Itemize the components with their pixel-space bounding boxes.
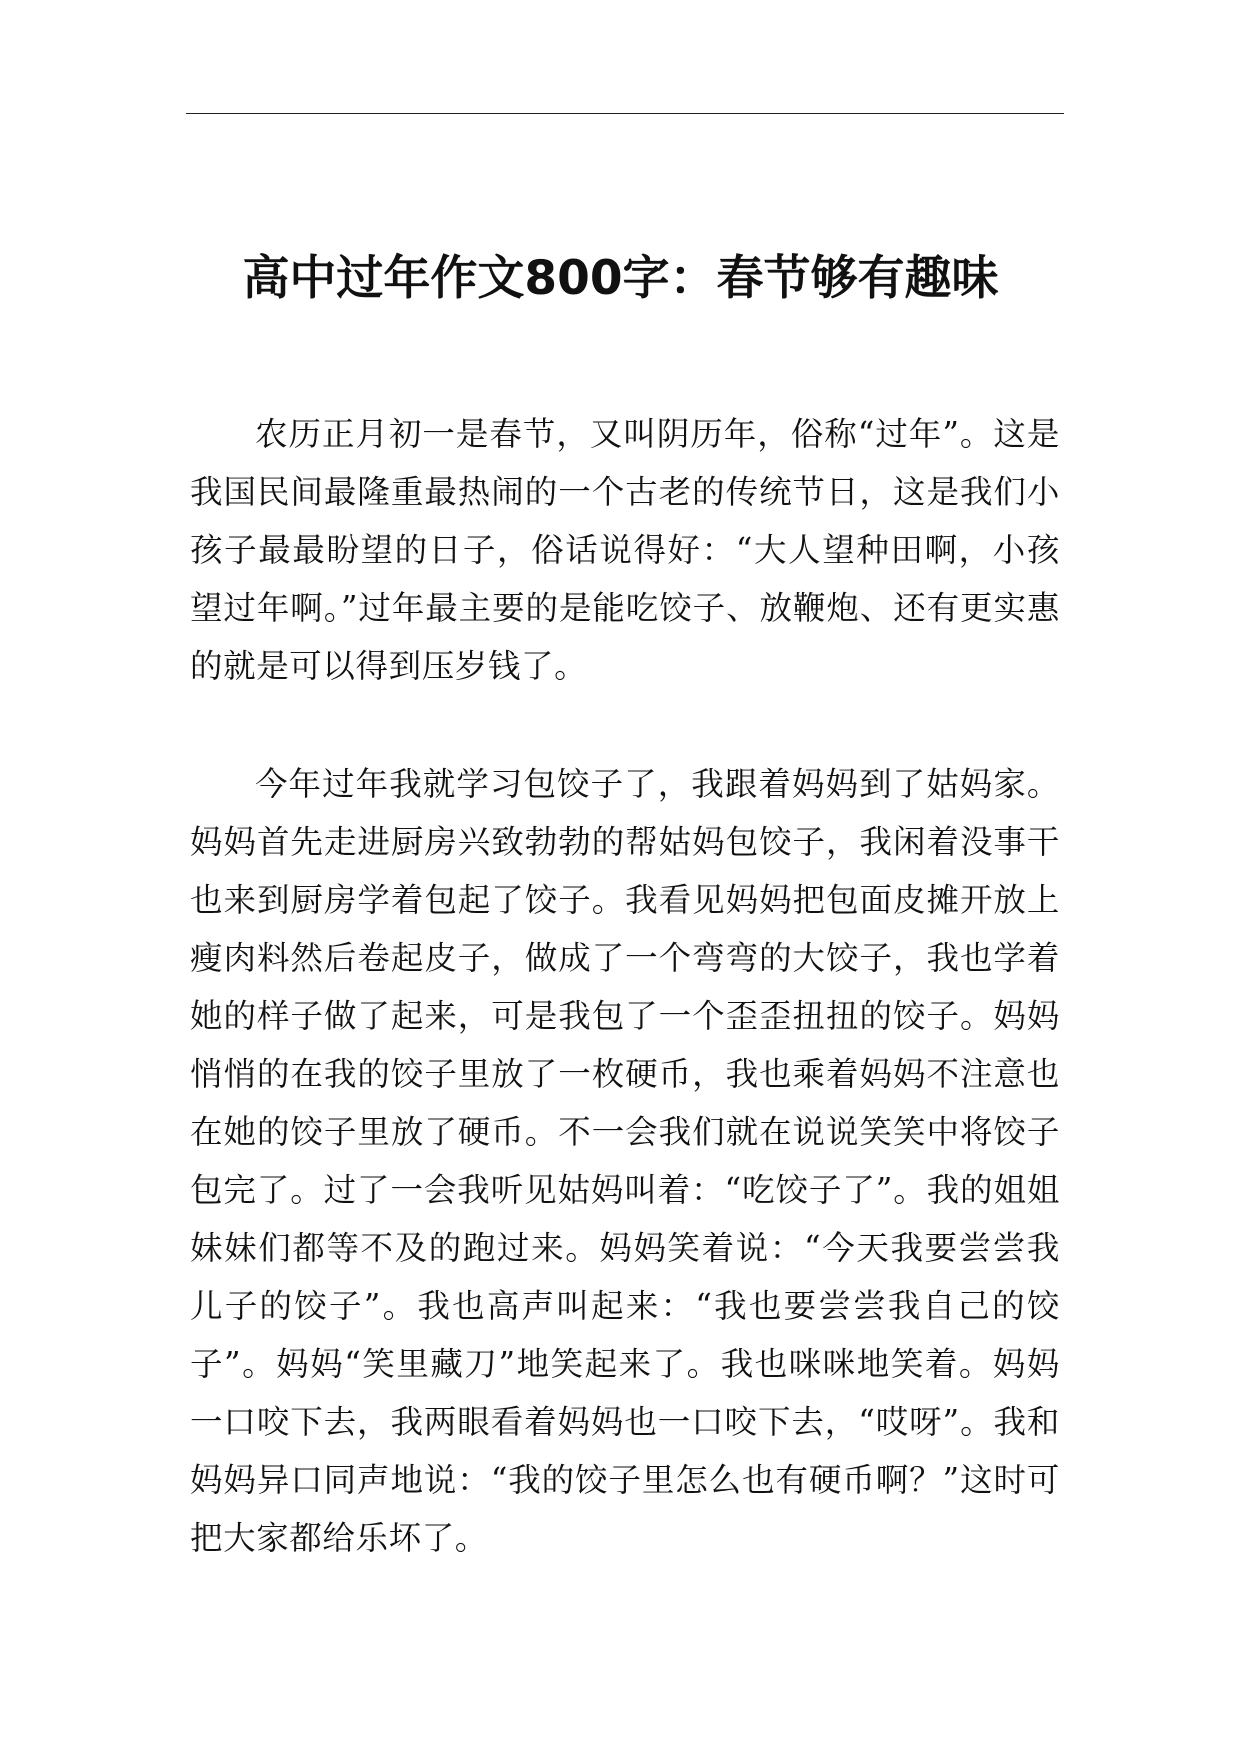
document-title: 高中过年作文800字：春节够有趣味 <box>242 251 999 307</box>
header-rule <box>186 113 1064 114</box>
paragraph-2-container <box>190 755 1060 1567</box>
paragraph-1: 农历正月初一是春节，又叫阴历年，俗称“过年”。这是我国民间最隆重最热闹的一个古老的传统节日，这是我们小孩子最最盼望的日子，俗话说得好：“大人望种田啊，小孩望过年啊。”过年最主要的是能吃饺子、放鞭炮、还有更实惠的就是可以得到压岁钱了。 <box>190 415 1060 685</box>
paragraph-2: 今年过年我就学习包饺子了，我跟着妈妈到了姑妈家。妈妈首先走进厨房兴致勃勃的帮姑妈包饺子，我闲着没事干也来到厨房学着包起了饺子。我看见妈妈把包面皮摊开放上瘦肉料然后卷起皮子，做成了一个弯弯的大饺子，我也学着她的样子做了起来，可是我包了一个歪歪扭扭的饺子。妈妈悄悄的在我的饺子里放了一枚硬币，我也乘着妈妈不注意也在她的饺子里放了硬币。不一会我们就在说说笑笑中将饺子包完了。过了一会我听见姑妈叫着：“吃饺子了”。我的姐姐妹妹们都等不及的跑过来。妈妈笑着说：“今天我要尝尝我儿子的饺子”。我也高声叫起来：“我也要尝尝我自己的饺子”。妈妈“笑里藏刀”地笑起来了。我也咪咪地笑着。妈妈一口咬下去，我两眼看着妈妈也一口咬下去，“哎呀”。我和妈妈异口同声地说：“我的饺子里怎么也有硬币啊？”这时可把大家都给乐坏了。 <box>190 765 1060 1557</box>
paragraph-1-container <box>190 405 1060 695</box>
